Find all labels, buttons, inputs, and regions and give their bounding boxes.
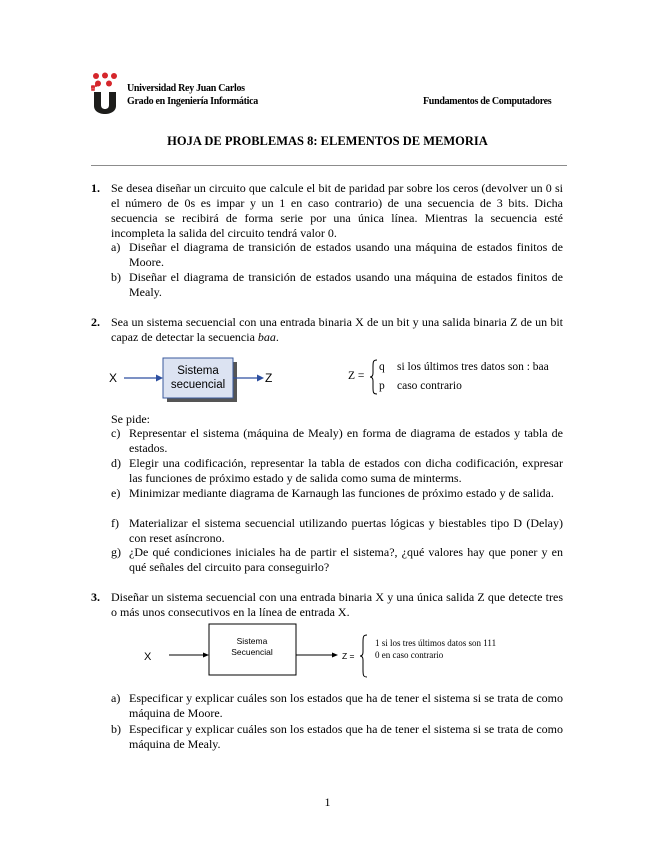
problem-3-number: 3. bbox=[91, 590, 100, 604]
header-course: Fundamentos de Computadores bbox=[423, 96, 552, 107]
problem-2-asks: Se pide: bbox=[111, 412, 150, 426]
problem-2-block-diagram bbox=[105, 355, 305, 403]
problem-2-item-text: Representar el sistema (máquina de Mealy) en forma de diagrama de estados y tabla de estados. bbox=[129, 426, 563, 455]
problem-2-equation-lhs: Z = bbox=[348, 370, 365, 382]
problem-1-item-label: a) bbox=[111, 240, 121, 254]
problem-2-item-label: g) bbox=[111, 545, 121, 559]
problem-3-block-diagram bbox=[140, 622, 370, 678]
header-degree: Grado en Ingeniería Informática bbox=[127, 96, 258, 107]
equation-lhs: Z = bbox=[342, 651, 355, 661]
page-number: 1 bbox=[324, 795, 331, 809]
problem-3-item-label: b) bbox=[111, 722, 121, 736]
case-1-value: q bbox=[379, 361, 385, 373]
problem-1-number: 1. bbox=[91, 181, 100, 195]
problem-2-item-text: Materializar el sistema secuencial utilizando puertas lógicas y biestables tipo D (Delay) con reset asíncrono. bbox=[129, 516, 563, 545]
problem-2-number: 2. bbox=[91, 315, 100, 329]
problem-3-item-text: Especificar y explicar cuáles son los estados que ha de tener el sistema si se trata de como máquina de Moore. bbox=[129, 691, 563, 720]
case-2: 0 en caso contrario bbox=[375, 650, 444, 660]
left-brace-icon bbox=[359, 634, 369, 683]
problem-1-text: Se desea diseñar un circuito que calcule el bit de paridad par sobre los ceros (devolver un 0 si el número de 0s es impar y un 1 en caso contrario) de una secuencia de 3 bits. Dicha secuencia se recibirá de forma serie por una única línea. Mientras la secuencia esté incompleta la salida del circuito tendrá valor 0. bbox=[111, 181, 563, 240]
problem-1-item-text: Diseñar el diagrama de transición de estados usando una máquina de estados finitos de Mealy. bbox=[129, 270, 563, 299]
problem-2-item-label: c) bbox=[111, 426, 121, 440]
problem-1-item-text: Diseñar el diagrama de transición de estados usando una máquina de estados finitos de Moore. bbox=[129, 240, 563, 269]
problem-2-item-text: ¿De qué condiciones iniciales ha de partir el sistema?, ¿qué valores hay que poner y en qué señales del circuito para conseguirlo? bbox=[129, 545, 563, 574]
left-brace-icon bbox=[369, 359, 379, 400]
problem-3-item-text: Especificar y explicar cuáles son los estados que ha de tener el sistema si se trata de como máquina de Mealy. bbox=[129, 722, 563, 751]
case-2-condition: caso contrario bbox=[397, 380, 462, 392]
output-arrowhead bbox=[257, 375, 264, 382]
title-divider bbox=[91, 165, 567, 166]
problem-2-item-text: Elegir una codificación, representar la tabla de estados con dicha codificación, expresar las funciones de próximo estado y de salida como suma de minterms. bbox=[129, 456, 563, 485]
header-university: Universidad Rey Juan Carlos bbox=[127, 83, 245, 94]
case-1: 1 si los tres últimos datos son 111 bbox=[375, 638, 497, 648]
input-x-label: X bbox=[109, 371, 118, 385]
input-x-label: X bbox=[144, 651, 152, 663]
case-2-value: p bbox=[379, 380, 385, 392]
input-arrowhead bbox=[203, 653, 209, 658]
problem-3-item-label: a) bbox=[111, 691, 121, 705]
system-box-line2: secuencial bbox=[170, 379, 226, 391]
system-box bbox=[163, 358, 233, 398]
problem-2-text: Sea un sistema secuencial con una entrada binaria X de un bit y una salida binaria Z de un bit capaz de detectar la secuencia baa. bbox=[111, 315, 563, 344]
problem-2-item-label: e) bbox=[111, 486, 121, 500]
problem-2-item-label: f) bbox=[111, 516, 119, 530]
output-z-label: Z bbox=[265, 371, 273, 385]
problem-3-text: Diseñar un sistema secuencial con una entrada binaria X y una única salida Z que detecte tres o más unos consecutivos en la línea de entrada X. bbox=[111, 590, 563, 619]
problem-2-sequence: baa bbox=[257, 330, 276, 344]
system-box-line1: Sistema bbox=[236, 636, 268, 646]
document-title: HOJA DE PROBLEMAS 8: ELEMENTOS DE MEMORIA bbox=[167, 134, 488, 148]
problem-1-item-label: b) bbox=[111, 270, 121, 284]
system-box-line1: Sistema bbox=[177, 365, 219, 377]
output-arrowhead bbox=[332, 653, 338, 658]
problem-2-item-label: d) bbox=[111, 456, 121, 470]
input-arrowhead bbox=[156, 375, 163, 382]
problem-2-item-text: Minimizar mediante diagrama de Karnaugh las funciones de próximo estado y de salida. bbox=[129, 486, 554, 500]
university-logo bbox=[90, 72, 120, 114]
system-box-line2: Secuencial bbox=[231, 647, 273, 657]
case-1-condition: si los últimos tres datos son : baa bbox=[397, 361, 549, 373]
